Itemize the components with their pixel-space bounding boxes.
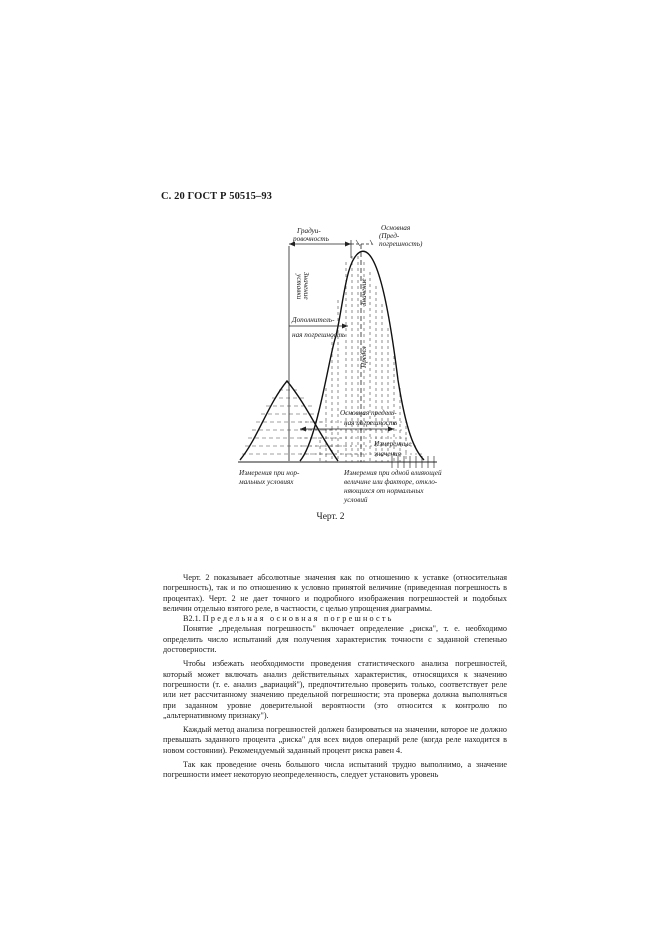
label-base-limit-2: ная погрешность (344, 419, 398, 427)
label-main-2: (Пред- (379, 232, 400, 240)
paragraph-3: Чтобы избежать необходимости проведения статистического анализа погрешностей, который может включать анализ действительных характеристик, относящихся к значению погрешности (т. е. анализ „вариаций"), предпочтительно проверить только, соответствует реле или нет рассчитанному значению предельной погрешности; эта проверка должна выполняться при заданном уровне доверительной вероятности (это относится к контролю по „альтернативному признаку"). (163, 659, 507, 720)
paragraph-4: Каждый метод анализа погрешностей должен базироваться на значении, которое не должно превышать заданного процента „риска" для всех видов операций реле (когда реле находится в новом состоянии). Рекомендуемый заданный процент риска равен 4. (163, 725, 507, 755)
label-additional-2: ная погрешность (292, 331, 346, 339)
label-measured: Измеренные (374, 440, 412, 448)
additional-arrow (342, 324, 348, 329)
accuracy-arrow-right (345, 242, 351, 247)
label-normal: Измерения при нор- (239, 469, 300, 477)
section-heading (163, 614, 507, 624)
label-limit-tag: Предел (360, 346, 368, 368)
label-base-limit: Основная предель- (340, 409, 397, 417)
base-limit-arrow-left (300, 427, 306, 432)
label-accuracy-2: ровочность (293, 235, 329, 243)
label-setting: Значение (302, 272, 310, 300)
section-number: В2.1. (183, 614, 201, 624)
label-main: Основная (381, 224, 411, 232)
paragraph-5: Так как проведение очень большого числа испытаний трудно выполнимо, а значение погрешности имеет некоторую неопределенность, следует установить уровень (163, 760, 507, 780)
body-text (163, 573, 507, 781)
label-value-tag: Значение (360, 278, 368, 306)
figure-caption: Черт. 2 (316, 512, 345, 522)
page-header: С. 20 ГОСТ Р 50515–93 (161, 191, 273, 202)
label-influence-2: величине или факторе, откло- (344, 478, 438, 486)
section-title: Предельная основная погрешность (202, 614, 394, 624)
label-main-3: погрешность) (379, 240, 423, 248)
paragraph-1: Черт. 2 показывает абсолютные значения как по отношению к уставке (относительная погрешность), так и по отношению к условно принятой величине (приведенная погрешность в процентах). Черт. 2 не дает точного и подробного изображения погрешностей и подобных величин отдельно взятого реле, в частности, с целью упрощения диаграммы. (163, 573, 507, 613)
base-limit-arrow-right (388, 427, 394, 432)
label-accuracy: Градуи- (297, 227, 321, 235)
label-normal-2: мальных условиях (239, 478, 294, 486)
label-influence-3: няющихся от нормальных (344, 487, 424, 495)
label-additional: Дополнитель- (292, 316, 335, 324)
paragraph-2: Понятие „предельная погрешность" включает определение „риска", т. е. необходимо определить число испытаний для получения характеристик точности с заданной степенью достоверности. (163, 624, 507, 655)
label-measured-2: значения (374, 450, 401, 458)
label-setting-2: уставки (295, 274, 303, 300)
label-influence-4: условий (344, 496, 368, 504)
x-mark-a (356, 240, 360, 246)
label-influence: Измерения при одной влияющей (344, 469, 442, 477)
